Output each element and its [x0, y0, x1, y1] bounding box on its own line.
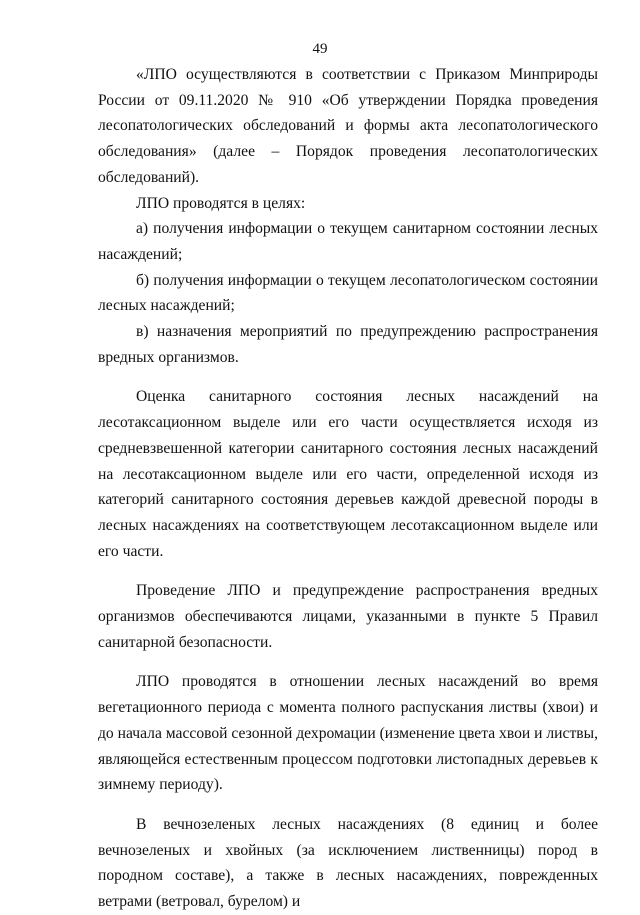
- document-body: [98, 62, 598, 915]
- list-item: а) получения информации о текущем санитарном состоянии лесных насаждений;: [98, 220, 598, 263]
- paragraph: «ЛПО осуществляются в соответствии с Приказом Минприроды России от 09.11.2020 № 910 «Об утверждении Порядка проведения лесопатологических обследований и формы акта лесопатологического обследования» (далее – Порядок проведения лесопатологических обследований).: [98, 66, 598, 186]
- paragraph: ЛПО проводятся в отношении лесных насаждений во время вегетационного периода с момента полного распускания листвы (хвои) и до начала массовой сезонной дехромации (изменение цвета хвои и листвы, являющейся естественным процессом подготовки листопадных деревьев к зимнему периоду).: [98, 673, 598, 794]
- paragraph: ЛПО проводятся в целях:: [136, 194, 306, 212]
- list-item: в) назначения мероприятий по предупреждению распространения вредных организмов.: [98, 323, 598, 366]
- paragraph: В вечнозеленых лесных насаждениях (8 единиц и более вечнозеленых и хвойных (за исключением лиственницы) пород в породном составе), а также в лесных насаждениях, поврежденных ветрами (ветровал, бурелом) и: [98, 815, 598, 911]
- list-item: б) получения информации о текущем лесопатологическом состоянии лесных насаждений;: [98, 271, 598, 315]
- page-number: 49: [312, 41, 328, 57]
- paragraph: Оценка санитарного состояния лесных насаждений на лесотаксационном выделе или его части осуществляется исходя из средневзвешенной категории санитарного состояния лесных насаждений на лесотаксационном выделе или его части, определенной исходя из категорий санитарного состояния деревьев каждой древесной породы в лесных насаждениях на соответствующем лесотаксационном выделе или его части.: [98, 388, 598, 560]
- paragraph: Проведение ЛПО и предупреждение распространения вредных организмов обеспечиваются лицами, указанными в пункте 5 Правил санитарной безопасности.: [98, 582, 598, 651]
